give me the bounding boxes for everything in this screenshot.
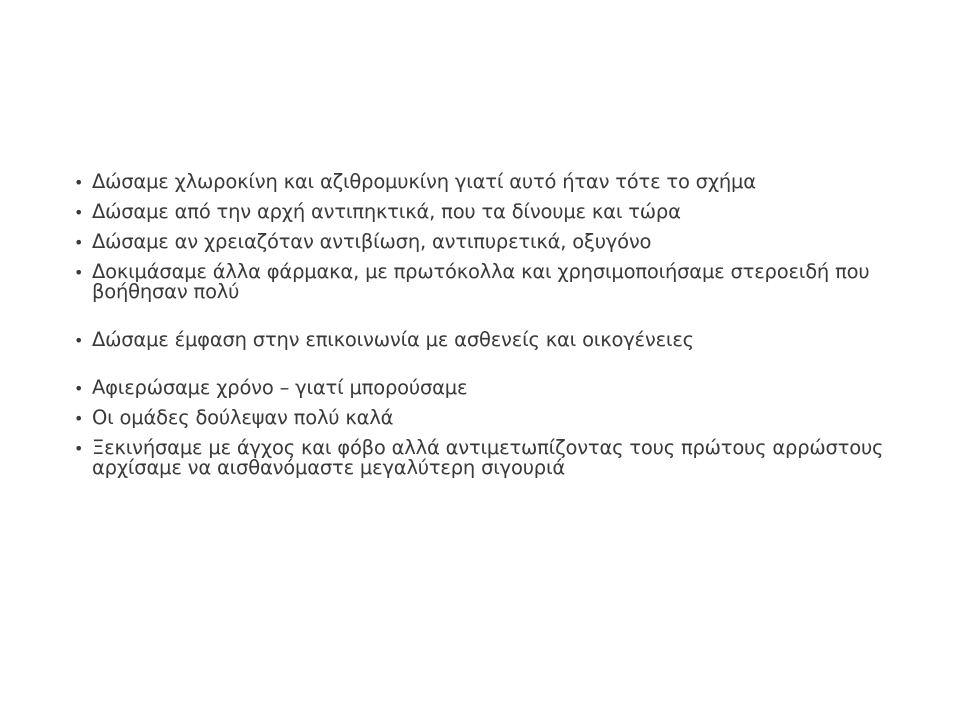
list-item-text: Δώσαμε αν χρειαζόταν αντιβίωση, αντιπυρετικά, οξυγόνο [92,230,652,253]
bullet-icon: • [74,439,84,458]
bullet-icon: • [74,409,84,428]
bullet-list [74,172,894,478]
bullet-icon: • [74,379,84,398]
list-item-text: Ξεκινήσαμε με άγχος και φόβο αλλά αντιμετωπίζοντας τους πρώτους αρρώστους αρχίσαμε να αισθανόμαστε μεγαλύτερη σιγουριά [92,436,884,479]
list-item [74,438,894,478]
bullet-icon: • [74,263,84,282]
bullet-icon: • [74,233,84,252]
bullet-icon: • [74,203,84,222]
slide-body [74,172,894,488]
list-item-text: Αφιερώσαμε χρόνο – γιατί μπορούσαμε [92,376,468,399]
list-item [74,262,894,302]
list-item-text: Δοκιμάσαμε άλλα φάρμακα, με πρωτόκολλα και χρησιμοποιήσαμε στεροειδή που βοήθησαν πολύ [92,260,870,303]
list-item [74,408,894,428]
list-item [74,172,894,192]
bullet-icon: • [74,173,84,192]
list-item [74,232,894,252]
list-item-text: Δώσαμε χλωροκίνη και αζιθρομυκίνη γιατί αυτό ήταν τότε το σχήμα [92,170,756,193]
bullet-icon: • [74,331,84,350]
list-item-text: Δώσαμε έμφαση στην επικοινωνία με ασθενείς και οικογένειες [92,328,694,351]
list-item [74,378,894,398]
list-item [74,202,894,222]
list-item-text: Δώσαμε από την αρχή αντιπηκτικά, που τα δίνουμε και τώρα [92,200,681,223]
list-item [74,330,894,350]
list-item-text: Οι ομάδες δούλεψαν πολύ καλά [92,406,394,429]
